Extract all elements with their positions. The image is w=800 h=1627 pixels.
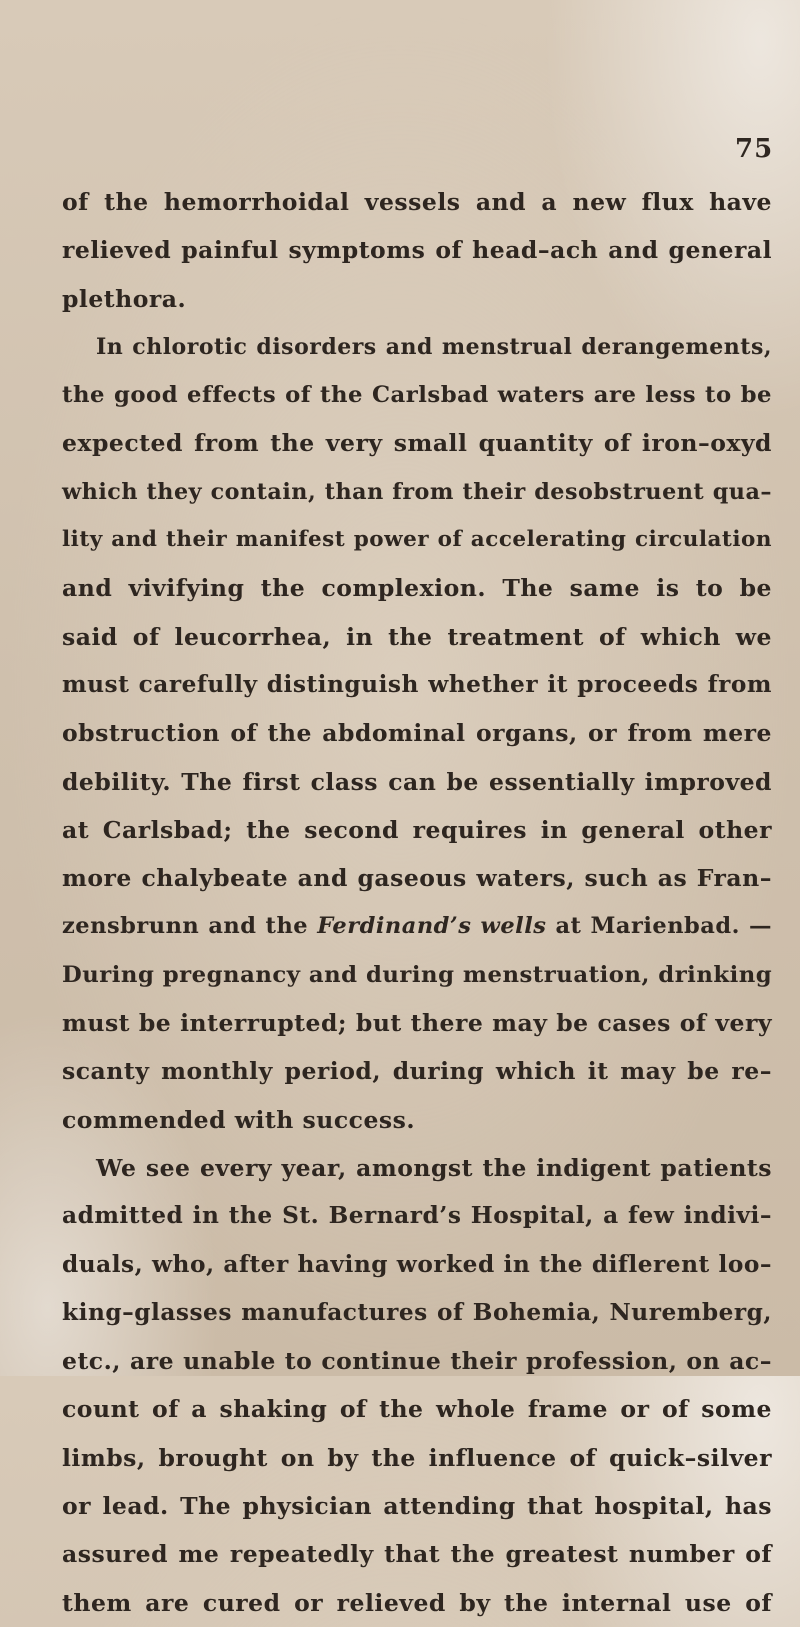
text-line: king–glasses manufactures of Bohemia, Nuremberg,	[62, 1298, 772, 1326]
text-line: expected from the very small quantity of iron–oxyd	[62, 429, 772, 458]
text-line: limbs, brought on by the influence of quick–silver	[62, 1443, 772, 1472]
text-span: zensbrunn and the	[62, 913, 318, 940]
body-text	[62, 178, 772, 1627]
text-line: and vivifying the complexion. The same is to be	[62, 574, 772, 603]
text-line: count of a shaking of the whole frame or of some	[62, 1395, 772, 1424]
text-line: duals, who, after having worked in the diflerent loo–	[62, 1250, 772, 1278]
text-line: During pregnancy and during menstruation, drinking	[62, 961, 773, 988]
text-line: at Carlsbad; the second requires in general other	[62, 815, 772, 844]
text-line: etc., are unable to continue their profession, on ac–	[62, 1347, 772, 1376]
text-line: the good effects of the Carlsbad waters are less to be	[62, 382, 772, 409]
text-line: said of leucorrhea, in the treatment of which we	[62, 622, 772, 651]
text-line: assured me repeatedly that the greatest number of	[62, 1540, 772, 1569]
text-line: must carefully distinguish whether it proceeds from	[62, 670, 772, 698]
text-line: more chalybeate and gaseous waters, such as Fran–	[62, 864, 772, 893]
text-line: or lead. The physician attending that hospital, has	[62, 1492, 772, 1521]
text-span: at Marienbad. —	[546, 913, 772, 940]
text-line: We see every year, amongst the indigent patients	[96, 1153, 772, 1182]
text-line: plethora.	[62, 284, 187, 313]
text-line: of the hemorrhoidal vessels and a new flux have	[62, 188, 772, 216]
text-line	[62, 902, 772, 950]
page-number: 75	[735, 134, 774, 164]
text-line: In chlorotic disorders and menstrual derangements,	[96, 333, 772, 360]
text-line: which they contain, than from their desobstruent qua–	[62, 478, 772, 505]
italic-text: Ferdinand’s wells	[317, 913, 547, 940]
text-line: relieved painful symptoms of head–ach and general	[62, 236, 772, 265]
text-line: lity and their manifest power of accelerating circulation	[62, 527, 772, 553]
text-line: commended with success.	[62, 1105, 416, 1134]
text-line: admitted in the St. Bernard’s Hospital, a few indivi–	[62, 1202, 772, 1230]
text-line: obstruction of the abdominal organs, or from mere	[62, 719, 772, 748]
text-line: scanty monthly period, during which it may be re–	[62, 1057, 772, 1086]
text-line: debility. The first class can be essentially improved	[62, 767, 772, 796]
text-line: them are cured or relieved by the internal use of	[62, 1588, 772, 1617]
text-line: must be interrupted; but there may be cases of very	[62, 1009, 772, 1038]
